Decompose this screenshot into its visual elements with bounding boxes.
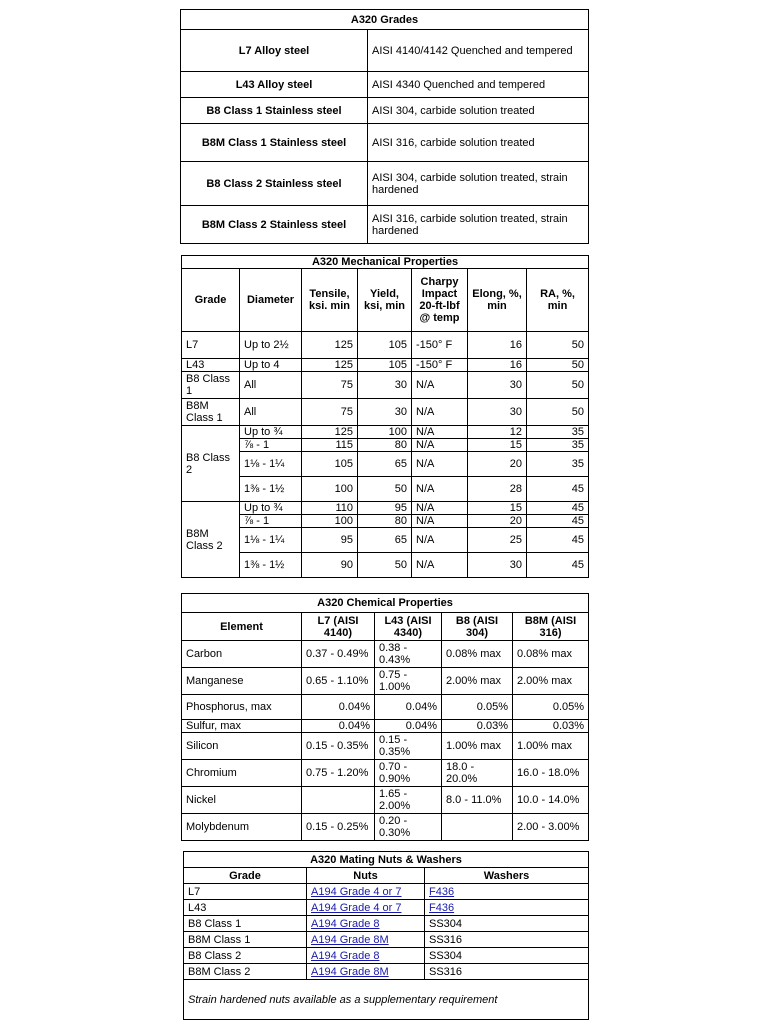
- ra-cell: 45: [527, 553, 589, 578]
- elong-cell: 30: [468, 553, 527, 578]
- diameter-cell: Up to 4: [240, 359, 302, 372]
- element-name: Nickel: [182, 787, 302, 814]
- mechanical-header: Tensile, ksi. min: [302, 269, 358, 332]
- mechanical-row: [182, 502, 589, 515]
- diameter-cell: 1⅜ - 1½: [240, 477, 302, 502]
- tensile-cell: 125: [302, 426, 358, 439]
- yield-cell: 105: [358, 332, 412, 359]
- ra-cell: 50: [527, 399, 589, 426]
- chemical-value: 16.0 - 18.0%: [513, 760, 589, 787]
- chemical-row: [182, 668, 589, 695]
- mechanical-header: Elong, %, min: [468, 269, 527, 332]
- diameter-cell: 1⅛ - 1¼: [240, 528, 302, 553]
- chemical-row: [182, 733, 589, 760]
- ra-cell: 45: [527, 502, 589, 515]
- mechanical-grade: B8M Class 1: [182, 399, 240, 426]
- chemical-header: Element: [182, 613, 302, 641]
- charpy-cell: N/A: [412, 477, 468, 502]
- chemical-header: B8 (AISI 304): [442, 613, 513, 641]
- footnote-row: [184, 980, 589, 1020]
- grade-row: [181, 124, 589, 162]
- nuts-grade: L7: [184, 884, 307, 900]
- chemical-value: 0.03%: [442, 720, 513, 733]
- grade-description: AISI 316, carbide solution treated: [368, 124, 589, 162]
- mechanical-row: [182, 399, 589, 426]
- washer-text: SS316: [429, 965, 463, 978]
- chemical-value: 1.65 - 2.00%: [375, 787, 442, 814]
- washer-cell: [425, 884, 589, 900]
- charpy-cell: N/A: [412, 553, 468, 578]
- charpy-cell: N/A: [412, 426, 468, 439]
- nuts-grade: L43: [184, 900, 307, 916]
- washer-cell: [425, 916, 589, 932]
- chemical-table: [181, 593, 589, 841]
- mechanical-row: [182, 477, 589, 502]
- mechanical-row: [182, 332, 589, 359]
- nut-cell: [307, 964, 425, 980]
- nut-link[interactable]: A194 Grade 4 or 7: [311, 901, 402, 914]
- nut-cell: [307, 900, 425, 916]
- ra-cell: 45: [527, 477, 589, 502]
- tensile-cell: 110: [302, 502, 358, 515]
- tensile-cell: 100: [302, 477, 358, 502]
- yield-cell: 100: [358, 426, 412, 439]
- washer-cell: [425, 948, 589, 964]
- chemical-value: 0.70 - 0.90%: [375, 760, 442, 787]
- yield-cell: 80: [358, 439, 412, 452]
- diameter-cell: Up to 2½: [240, 332, 302, 359]
- grade-name: B8M Class 2 Stainless steel: [181, 206, 368, 244]
- grade-description: AISI 4140/4142 Quenched and tempered: [368, 30, 589, 72]
- chemical-value: 1.00% max: [442, 733, 513, 760]
- chemical-row: [182, 641, 589, 668]
- mechanical-header: Charpy Impact 20-ft-lbf @ temp: [412, 269, 468, 332]
- chemical-value: 2.00% max: [513, 668, 589, 695]
- chemical-row: [182, 760, 589, 787]
- element-name: Chromium: [182, 760, 302, 787]
- elong-cell: 20: [468, 452, 527, 477]
- mechanical-row: [182, 359, 589, 372]
- chemical-value: 0.05%: [442, 695, 513, 720]
- mechanical-row: [182, 372, 589, 399]
- yield-cell: 30: [358, 399, 412, 426]
- chemical-value: 0.20 - 0.30%: [375, 814, 442, 841]
- grade-name: B8 Class 2 Stainless steel: [181, 162, 368, 206]
- chemical-value: 0.03%: [513, 720, 589, 733]
- grade-row: [181, 162, 589, 206]
- nut-link[interactable]: A194 Grade 8: [311, 949, 380, 962]
- element-name: Manganese: [182, 668, 302, 695]
- ra-cell: 45: [527, 528, 589, 553]
- yield-cell: 50: [358, 553, 412, 578]
- grade-row: [181, 206, 589, 244]
- elong-cell: 30: [468, 372, 527, 399]
- chemical-value: 0.08% max: [442, 641, 513, 668]
- mechanical-table: [181, 255, 589, 578]
- yield-cell: 105: [358, 359, 412, 372]
- chemical-row: [182, 814, 589, 841]
- yield-cell: 95: [358, 502, 412, 515]
- chemical-value: [442, 814, 513, 841]
- elong-cell: 15: [468, 502, 527, 515]
- nuts-header: Nuts: [307, 868, 425, 884]
- elong-cell: 28: [468, 477, 527, 502]
- mechanical-row: [182, 528, 589, 553]
- mechanical-grade: L7: [182, 332, 240, 359]
- elong-cell: 25: [468, 528, 527, 553]
- washer-text: SS316: [429, 933, 463, 946]
- chemical-value: 0.37 - 0.49%: [302, 641, 375, 668]
- nuts-row: [184, 884, 589, 900]
- chemical-value: 0.65 - 1.10%: [302, 668, 375, 695]
- chemical-header: L7 (AISI 4140): [302, 613, 375, 641]
- grade-name: L43 Alloy steel: [181, 72, 368, 98]
- charpy-cell: N/A: [412, 528, 468, 553]
- element-name: Silicon: [182, 733, 302, 760]
- diameter-cell: Up to ¾: [240, 426, 302, 439]
- tensile-cell: 90: [302, 553, 358, 578]
- chemical-header: L43 (AISI 4340): [375, 613, 442, 641]
- nut-cell: [307, 884, 425, 900]
- nuts-row: [184, 916, 589, 932]
- mechanical-grade: L43: [182, 359, 240, 372]
- tensile-cell: 105: [302, 452, 358, 477]
- yield-cell: 50: [358, 477, 412, 502]
- washer-cell: [425, 964, 589, 980]
- grade-description: AISI 4340 Quenched and tempered: [368, 72, 589, 98]
- charpy-cell: N/A: [412, 372, 468, 399]
- chemical-header: B8M (AISI 316): [513, 613, 589, 641]
- elong-cell: 16: [468, 332, 527, 359]
- chemical-value: 0.15 - 0.35%: [302, 733, 375, 760]
- washer-text: SS304: [429, 917, 463, 930]
- diameter-cell: All: [240, 399, 302, 426]
- yield-cell: 80: [358, 515, 412, 528]
- chemical-value: 0.04%: [375, 720, 442, 733]
- yield-cell: 65: [358, 452, 412, 477]
- element-name: Phosphorus, max: [182, 695, 302, 720]
- chemical-value: [302, 787, 375, 814]
- ra-cell: 50: [527, 359, 589, 372]
- chemical-value: 2.00% max: [442, 668, 513, 695]
- chemical-value: 0.04%: [302, 695, 375, 720]
- nuts-row: [184, 932, 589, 948]
- grade-description: AISI 316, carbide solution treated, strain hardened: [368, 206, 589, 244]
- nut-cell: [307, 932, 425, 948]
- ra-cell: 35: [527, 439, 589, 452]
- washer-cell: [425, 932, 589, 948]
- chemical-title: A320 Chemical Properties: [182, 594, 589, 613]
- diameter-cell: 1⅜ - 1½: [240, 553, 302, 578]
- washer-text: SS304: [429, 949, 463, 962]
- mechanical-header: RA, %, min: [527, 269, 589, 332]
- diameter-cell: ⅞ - 1: [240, 515, 302, 528]
- grade-row: [181, 98, 589, 124]
- mechanical-grade: B8 Class 1: [182, 372, 240, 399]
- mechanical-title: A320 Mechanical Properties: [182, 256, 589, 269]
- nut-link[interactable]: A194 Grade 4 or 7: [311, 885, 402, 898]
- washer-link[interactable]: F436: [429, 885, 455, 898]
- tensile-cell: 75: [302, 372, 358, 399]
- chemical-value: 0.05%: [513, 695, 589, 720]
- washer-cell: [425, 900, 589, 916]
- mechanical-header: Yield, ksi, min: [358, 269, 412, 332]
- chemical-value: 0.15 - 0.25%: [302, 814, 375, 841]
- mechanical-row: [182, 553, 589, 578]
- elong-cell: 15: [468, 439, 527, 452]
- yield-cell: 30: [358, 372, 412, 399]
- chemical-value: 1.00% max: [513, 733, 589, 760]
- chemical-value: 0.04%: [375, 695, 442, 720]
- nuts-grade: B8 Class 1: [184, 916, 307, 932]
- diameter-cell: ⅞ - 1: [240, 439, 302, 452]
- washer-link[interactable]: F436: [429, 901, 455, 914]
- chemical-value: 0.75 - 1.20%: [302, 760, 375, 787]
- tensile-cell: 115: [302, 439, 358, 452]
- charpy-cell: N/A: [412, 452, 468, 477]
- charpy-cell: N/A: [412, 502, 468, 515]
- grades-table: [180, 9, 589, 244]
- diameter-cell: All: [240, 372, 302, 399]
- chemical-row: [182, 787, 589, 814]
- nuts-grade: B8 Class 2: [184, 948, 307, 964]
- ra-cell: 35: [527, 426, 589, 439]
- diameter-cell: 1⅛ - 1¼: [240, 452, 302, 477]
- chemical-value: 0.04%: [302, 720, 375, 733]
- chemical-value: 0.38 - 0.43%: [375, 641, 442, 668]
- chemical-value: 0.15 - 0.35%: [375, 733, 442, 760]
- ra-cell: 50: [527, 372, 589, 399]
- nuts-grade: B8M Class 2: [184, 964, 307, 980]
- chemical-value: 18.0 - 20.0%: [442, 760, 513, 787]
- mechanical-row: [182, 426, 589, 439]
- yield-cell: 65: [358, 528, 412, 553]
- charpy-cell: -150° F: [412, 332, 468, 359]
- nut-link[interactable]: A194 Grade 8M: [311, 965, 389, 978]
- grades-title: A320 Grades: [181, 10, 589, 30]
- nuts-header: Washers: [425, 868, 589, 884]
- mechanical-grade: B8 Class 2: [182, 426, 240, 502]
- grade-description: AISI 304, carbide solution treated: [368, 98, 589, 124]
- chemical-value: 0.75 - 1.00%: [375, 668, 442, 695]
- ra-cell: 35: [527, 452, 589, 477]
- ra-cell: 45: [527, 515, 589, 528]
- nuts-grade: B8M Class 1: [184, 932, 307, 948]
- mechanical-header: Diameter: [240, 269, 302, 332]
- elong-cell: 20: [468, 515, 527, 528]
- element-name: Carbon: [182, 641, 302, 668]
- chemical-value: 8.0 - 11.0%: [442, 787, 513, 814]
- grade-name: B8M Class 1 Stainless steel: [181, 124, 368, 162]
- tensile-cell: 125: [302, 359, 358, 372]
- charpy-cell: -150° F: [412, 359, 468, 372]
- chemical-row: [182, 720, 589, 733]
- tensile-cell: 100: [302, 515, 358, 528]
- nut-link[interactable]: A194 Grade 8: [311, 917, 380, 930]
- nut-link[interactable]: A194 Grade 8M: [311, 933, 389, 946]
- elong-cell: 12: [468, 426, 527, 439]
- element-name: Sulfur, max: [182, 720, 302, 733]
- elong-cell: 16: [468, 359, 527, 372]
- chemical-value: 0.08% max: [513, 641, 589, 668]
- elong-cell: 30: [468, 399, 527, 426]
- tensile-cell: 125: [302, 332, 358, 359]
- tensile-cell: 75: [302, 399, 358, 426]
- nuts-row: [184, 948, 589, 964]
- chemical-value: 2.00 - 3.00%: [513, 814, 589, 841]
- nuts-table: [183, 851, 589, 1020]
- grade-description: AISI 304, carbide solution treated, strain hardened: [368, 162, 589, 206]
- tensile-cell: 95: [302, 528, 358, 553]
- grade-name: L7 Alloy steel: [181, 30, 368, 72]
- footnote: Strain hardened nuts available as a supplementary requirement: [184, 980, 589, 1020]
- nuts-title: A320 Mating Nuts & Washers: [184, 852, 589, 868]
- chemical-row: [182, 695, 589, 720]
- grade-row: [181, 72, 589, 98]
- grade-name: B8 Class 1 Stainless steel: [181, 98, 368, 124]
- mechanical-grade: B8M Class 2: [182, 502, 240, 578]
- ra-cell: 50: [527, 332, 589, 359]
- grade-row: [181, 30, 589, 72]
- nuts-row: [184, 964, 589, 980]
- nuts-row: [184, 900, 589, 916]
- nut-cell: [307, 916, 425, 932]
- element-name: Molybdenum: [182, 814, 302, 841]
- charpy-cell: N/A: [412, 439, 468, 452]
- mechanical-row: [182, 452, 589, 477]
- charpy-cell: N/A: [412, 399, 468, 426]
- mechanical-row: [182, 439, 589, 452]
- nut-cell: [307, 948, 425, 964]
- charpy-cell: N/A: [412, 515, 468, 528]
- mechanical-header: Grade: [182, 269, 240, 332]
- nuts-header: Grade: [184, 868, 307, 884]
- mechanical-row: [182, 515, 589, 528]
- diameter-cell: Up to ¾: [240, 502, 302, 515]
- chemical-value: 10.0 - 14.0%: [513, 787, 589, 814]
